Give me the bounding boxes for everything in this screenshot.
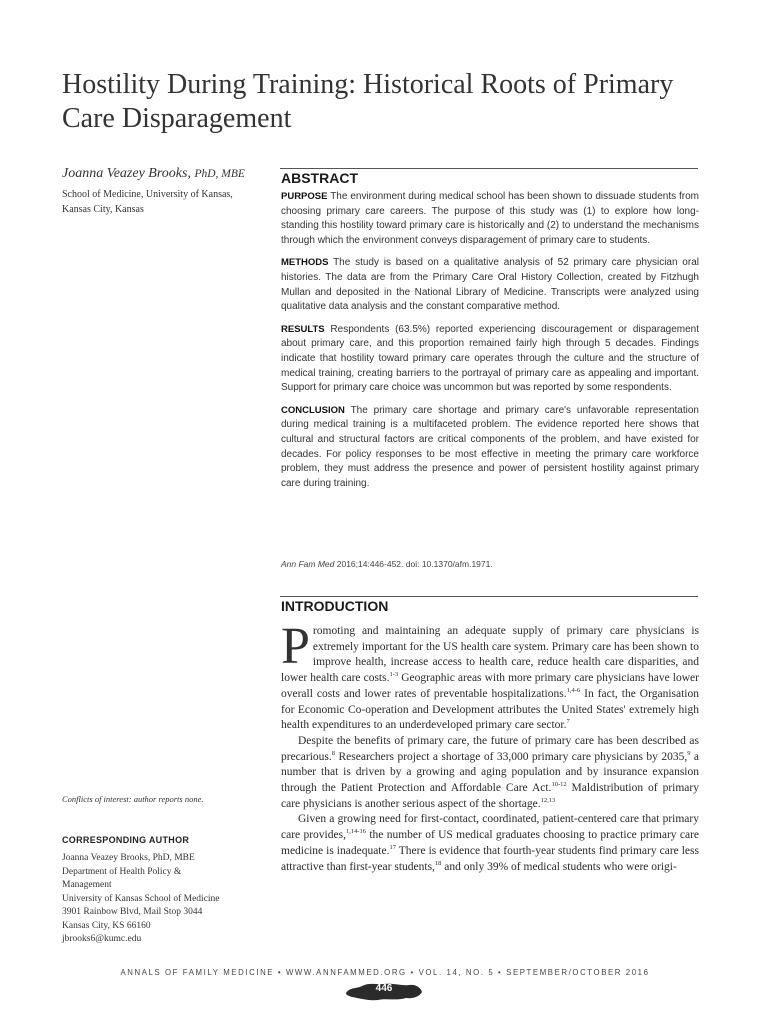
intro-text: Geographic areas with more primary care physicians have lower overall costs and lower rates of preventable hospitalizations. xyxy=(281,672,699,700)
intro-text: In fact, the Organisation for Economic Co-operation and Development attributes the United States' extremely high health expenditures to an underdeveloped primary care sector. xyxy=(281,687,700,732)
article-title: Hostility During Training: Historical Roots of Primary Care Disparagement xyxy=(62,69,674,134)
intro-paragraph-1 xyxy=(281,618,700,734)
page-number: 446 xyxy=(375,983,393,994)
intro-paragraph-2 xyxy=(281,734,699,813)
reference-superscript: 1-3 xyxy=(389,671,399,679)
reference-superscript: 1,14-16 xyxy=(345,828,367,836)
corresponding-line: Joanna Veazey Brooks, PhD, MBE xyxy=(62,853,195,863)
conflicts-of-interest: Conflicts of interest: author reports none. xyxy=(62,794,204,804)
intro-text: the number of US medical graduates choosing to practice primary care medicine is inadequate. xyxy=(281,829,700,857)
reference-superscript: 12,13 xyxy=(540,796,556,804)
corresponding-line: University of Kansas School of Medicine xyxy=(62,893,220,904)
intro-text: There is evidence that fourth-year students find primary care less attractive than first-year students, xyxy=(281,844,699,873)
abstract-results xyxy=(281,323,699,396)
citation-details: 2016;14:446-452. doi: 10.1370/afm.1971. xyxy=(334,559,493,569)
reference-superscript: 7 xyxy=(566,718,570,726)
abstract-label: CONCLUSION xyxy=(281,404,345,416)
corresponding-line: Kansas City, KS 66160 xyxy=(62,920,151,931)
abstract-body xyxy=(281,190,699,499)
corresponding-author-heading: CORRESPONDING AUTHOR xyxy=(62,835,190,845)
corresponding-line: Department of Health Policy & xyxy=(62,866,182,877)
author-line xyxy=(62,166,262,182)
corresponding-line: Management xyxy=(62,880,112,890)
citation-journal: Ann Fam Med xyxy=(281,559,335,569)
corresponding-line: 3901 Rainbow Blvd, Mail Stop 3044 xyxy=(62,907,203,917)
intro-text: Maldistribution of primary care physicians is another serious aspect of the shortage. xyxy=(281,782,699,810)
affiliation-line-1: School of Medicine, University of Kansas, xyxy=(62,189,233,200)
corresponding-email: jbrooks6@kumc.edu xyxy=(62,934,142,944)
introduction-top-rule xyxy=(280,596,698,597)
reference-superscript: 1,4-6 xyxy=(566,686,581,694)
intro-text: Researchers project a shortage of 33,000 primary care physicians by 2035, xyxy=(335,750,688,763)
abstract-conclusion xyxy=(281,404,699,492)
abstract-label: PURPOSE xyxy=(281,191,328,202)
reference-superscript: 8 xyxy=(331,749,336,757)
reference-superscript: 17 xyxy=(389,844,396,852)
intro-paragraph-3 xyxy=(281,812,699,875)
intro-text: Given a growing need for first-contact, coordinated, patient-centered care that primary care provides, xyxy=(281,813,699,842)
corresponding-author-details xyxy=(62,852,262,947)
abstract-text: The primary care shortage and primary care's unfavorable representation during medical training is a multifaceted problem. The evidence reported here shows that cultural and structural factors are critical components of the problem, and have existed for decades. For policy responses to be most effective in meeting the primary care workforce problem, they must address the presence and power of persistent hostility against primary care during training. xyxy=(281,404,699,489)
author-affiliation xyxy=(62,187,262,217)
abstract-text: The environment during medical school has been shown to dissuade students from choosing primary care careers. The purpose of this study was (1) to explore how long-standing this hostility toward primary care is historically and (2) to understand the mechanisms through which the environment conveys disparagement of primary care to students. xyxy=(281,191,699,246)
abstract-methods xyxy=(281,256,699,314)
intro-text: romoting and maintaining an adequate supply of primary care physicians is extremely important for the US health care system. Primary care has been shown to improve health, increase access to health care, reduce health care disparities, and lower health care costs. xyxy=(281,625,699,685)
introduction-body xyxy=(281,618,700,875)
abstract-label: METHODS xyxy=(281,257,329,269)
intro-text: a number that is driven by a growing and aging population and by insurance expansion through the Patient Protection and Affordable Care Act. xyxy=(281,750,700,795)
abstract-heading: ABSTRACT xyxy=(281,170,358,186)
running-footer: ANNALS OF FAMILY MEDICINE • WWW.ANNFAMMED.ORG • VOL. 14, NO. 5 • SEPTEMBER/OCTOBER 2016 xyxy=(120,968,650,977)
citation-line xyxy=(281,559,493,569)
author-degrees: PhD, MBE xyxy=(194,168,245,180)
reference-superscript: 18 xyxy=(434,859,442,867)
reference-superscript: 9 xyxy=(687,749,691,757)
intro-text: and only 39% of medical students who were origi- xyxy=(441,860,677,873)
reference-superscript: 10-12 xyxy=(551,781,567,789)
abstract-top-rule xyxy=(280,168,698,169)
abstract-text: The study is based on a qualitative analysis of 52 primary care physician oral histories. The data are from the Primary Care Oral History Collection, created by Fitzhugh Mullan and deposited in the National Library of Medicine. Transcripts were analyzed using qualitative data analysis and the constant comparative method. xyxy=(281,257,699,313)
intro-text: Despite the benefits of primary care, the future of primary care has been described as precarious. xyxy=(281,734,699,763)
abstract-label: RESULTS xyxy=(281,323,325,335)
affiliation-line-2: Kansas City, Kansas xyxy=(62,204,144,215)
abstract-purpose xyxy=(281,190,699,248)
drop-cap: P xyxy=(281,618,310,675)
introduction-heading: INTRODUCTION xyxy=(281,598,389,614)
author-name: Joanna Veazey Brooks, xyxy=(62,166,191,181)
abstract-text: Respondents (63.5%) reported experiencing discouragement or disparagement about primary care, and this proportion remained fairly high through 5 decades. Findings indicate that hostility toward primary care operates through the culture and the structure of medical training, creating barriers to the portrayal of primary care as appealing and important. Support for primary care choice was uncommon but was reported by some respondents. xyxy=(281,323,700,394)
